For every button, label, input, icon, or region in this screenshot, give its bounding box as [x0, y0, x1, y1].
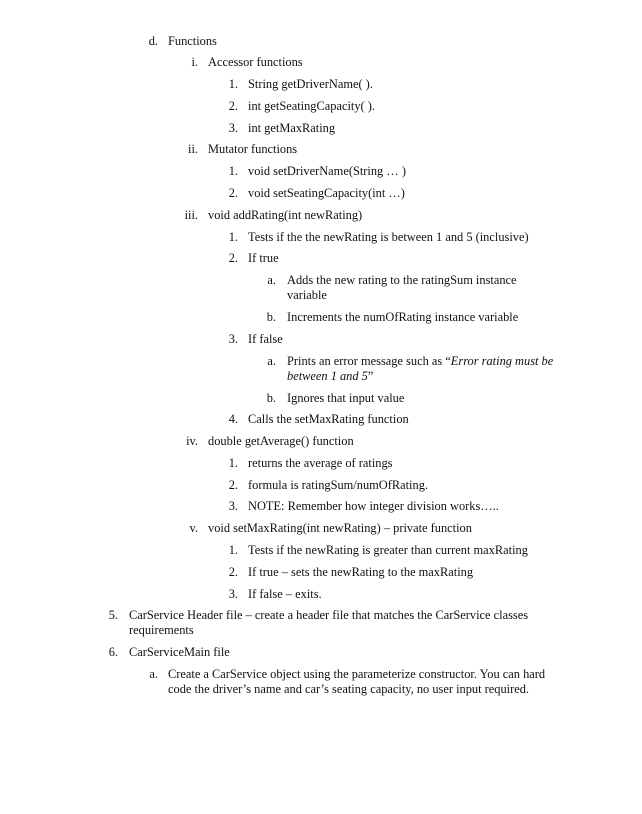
list-marker: ii. — [188, 142, 198, 156]
list-item-text: Adds the new rating to the ratingSum instance variable — [287, 273, 517, 302]
list-marker: a. — [149, 667, 158, 681]
list-item-text: Accessor functions — [208, 55, 303, 69]
list-item — [0, 565, 642, 580]
list-item-text: Calls the setMaxRating function — [248, 412, 409, 426]
list-marker: v. — [189, 521, 198, 535]
list-item — [0, 608, 642, 640]
list-item — [0, 434, 642, 449]
list-item-text: Prints an error message such as “ — [287, 354, 451, 368]
error-message-text: Error rating must be between 1 and 5 — [287, 354, 554, 383]
list-marker: 2. — [228, 251, 238, 265]
list-marker: 2. — [228, 99, 238, 113]
list-item — [0, 412, 642, 427]
list-item — [0, 543, 642, 558]
list-marker: 4. — [228, 412, 238, 426]
list-item — [0, 251, 642, 266]
list-item — [0, 142, 642, 157]
error-message-item — [287, 354, 565, 384]
list-marker: iv. — [186, 434, 198, 448]
list-item-text: Tests if the newRating is greater than current maxRating — [248, 543, 528, 557]
list-item — [0, 645, 642, 660]
list-marker: a. — [267, 273, 276, 287]
list-marker: 1. — [228, 164, 238, 178]
list-marker: 1. — [228, 456, 238, 470]
list-item-text: returns the average of ratings — [248, 456, 393, 470]
list-marker: 1. — [228, 77, 238, 91]
list-item — [0, 456, 642, 471]
section-title: Functions — [168, 34, 217, 48]
list-item-text: Create a CarService object using the parameterize constructor. You can hard code the driver’s name and car’s seating capacity, no user input required. — [168, 667, 546, 696]
list-item-text: CarServiceMain file — [129, 645, 230, 659]
list-item-text: CarService Header file – create a header file that matches the CarService classes requirements — [129, 608, 529, 637]
list-item — [0, 164, 642, 179]
list-item — [0, 77, 642, 92]
list-marker: 2. — [228, 478, 238, 492]
list-item — [0, 667, 642, 715]
list-marker: 5. — [108, 608, 118, 622]
list-marker: 1. — [228, 230, 238, 244]
section-heading — [0, 34, 642, 49]
list-item-text: Increments the numOfRating instance variable — [287, 310, 519, 324]
list-marker: 1. — [228, 543, 238, 557]
list-item-text: If true – sets the newRating to the maxRating — [248, 565, 474, 579]
list-item-text: void setDriverName(String … ) — [248, 164, 406, 178]
list-item — [0, 208, 642, 223]
list-item-text: formula is ratingSum/numOfRating. — [248, 478, 428, 492]
list-item — [0, 499, 642, 514]
list-item-text: void addRating(int newRating) — [208, 208, 363, 222]
list-item-text: If false – exits. — [248, 587, 322, 601]
list-item-text: Tests if the the newRating is between 1 and 5 (inclusive) — [248, 230, 529, 244]
list-item-text: double getAverage() function — [208, 434, 354, 448]
list-marker: d. — [148, 34, 158, 48]
list-marker: 6. — [108, 645, 118, 659]
list-item — [0, 186, 642, 201]
list-item-text: If false — [248, 332, 283, 346]
list-marker: i. — [191, 55, 198, 69]
list-marker: 3. — [228, 587, 238, 601]
list-item-text: int getSeatingCapacity( ). — [248, 99, 375, 113]
list-item — [0, 55, 642, 70]
list-marker: iii. — [184, 208, 198, 222]
list-item — [0, 332, 642, 347]
list-item-text: NOTE: Remember how integer division works….. — [248, 499, 499, 513]
list-marker: b. — [266, 391, 276, 405]
list-item — [0, 391, 642, 406]
list-item — [0, 121, 642, 136]
list-item-text: Ignores that input value — [287, 391, 405, 405]
list-item — [0, 478, 642, 493]
list-marker: 2. — [228, 565, 238, 579]
list-marker: b. — [266, 310, 276, 324]
list-marker: a. — [267, 354, 276, 368]
list-item-text: ” — [367, 369, 374, 383]
list-item-text: String getDriverName( ). — [248, 77, 373, 91]
list-item — [0, 521, 642, 536]
list-item — [0, 587, 642, 602]
list-marker: 3. — [228, 499, 238, 513]
list-item-text: Mutator functions — [208, 142, 298, 156]
list-item-text: void setSeatingCapacity(int …) — [248, 186, 405, 200]
list-marker: 3. — [228, 121, 238, 135]
list-item — [0, 230, 642, 245]
list-item — [0, 354, 642, 386]
list-item — [0, 99, 642, 114]
list-marker: 3. — [228, 332, 238, 346]
list-marker: 2. — [228, 186, 238, 200]
list-item — [0, 310, 642, 325]
list-item-text: If true — [248, 251, 279, 265]
list-item — [0, 273, 642, 305]
list-item-text: void setMaxRating(int newRating) – private function — [208, 521, 472, 535]
list-item-text: int getMaxRating — [248, 121, 336, 135]
